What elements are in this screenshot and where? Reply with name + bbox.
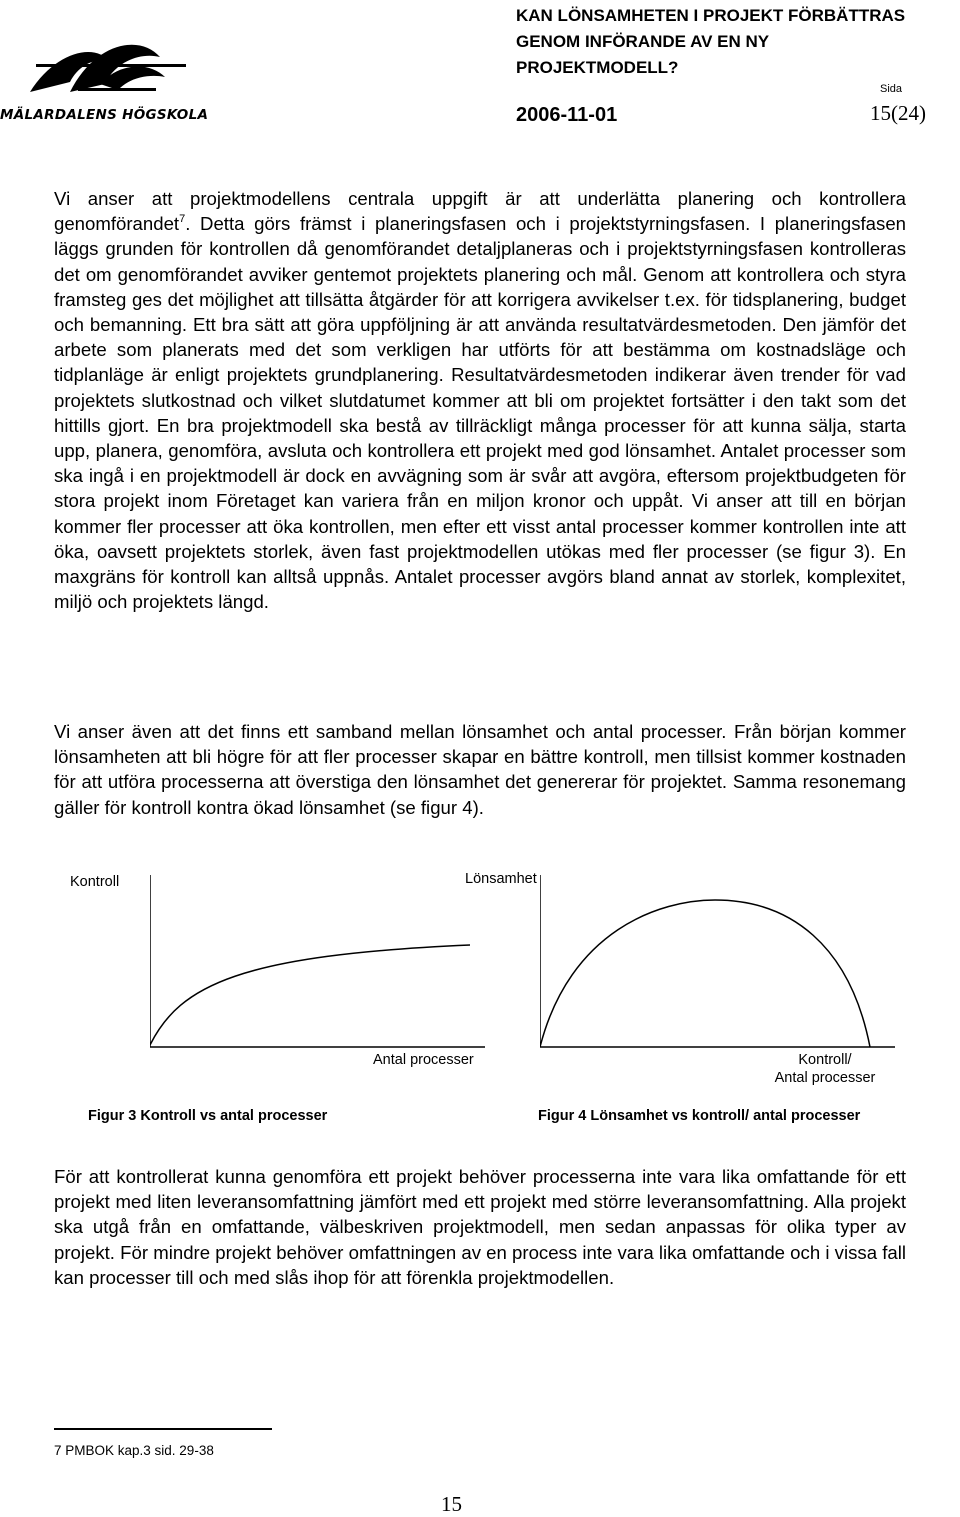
footnote: 7 PMBOK kap.3 sid. 29-38	[54, 1443, 214, 1458]
figure-4-x-label-line-1: Kontroll/	[798, 1052, 852, 1068]
figure-4-y-label: Lönsamhet	[465, 871, 537, 887]
figure-4-chart	[540, 875, 900, 1055]
title-line-3: PROJEKTMODELL?	[516, 58, 679, 77]
logo-text: MÄLARDALENS HÖGSKOLA	[0, 107, 209, 123]
figure-3-chart	[150, 875, 490, 1055]
footnote-ref: 7	[179, 213, 186, 226]
paragraph-1-part-b: . Detta görs främst i planeringsfasen och i projektstyrningsfasen. I planeringsfasen läggs grunden för kontrollen då genomförandet detaljplaneras och i projektstyrningsfasen kontrolleras det om genomförandet avviker gentemot projektets planering och mål. Genom att kontrollera och styra framsteg ges det möjlighet att tillsätta åtgärder för att korrigera avvikelser t.ex. för tidsplanering, budget och bemanning. Ett bra sätt att göra uppföljning är att använda resultatvärdesmetoden. Den jämför det arbete som planerats med det som verkligen har utförts för att bestämma om kostnadsläge och tidplanläge är enligt projektets grundplanering. Resultatvärdesmetoden indikerar även trender för vad projektets slutkostnad och vilket slutdatumet kommer att bli om projektet fortsätter i den takt som det hittills gjort. En bra projektmodell ska bestå av tillräckligt många processer för att kunna sälja, starta upp, planera, genomföra, avsluta och kontrollera ett projekt med god lönsamhet. Antalet processer som ska ingå i en projektmodell är dock en avvägning som är svår att avgöra, eftersom projektbudgeten för stora projekt inom Företaget kan variera från en miljon kronor och uppåt. Vi anser att till en början kommer fler processer att öka kontrollen, men efter ett visst antal processer kommer kontrollen inte att öka, oavsett projektets storlek, även fast projektmodellen utökas med fler processer (se figur 3). En maxgräns för kontroll kan alltså uppnås. Antalet processer avgörs bland annat av storlek, komplexitet, miljö och projektets längd.	[54, 213, 906, 613]
figure-3-caption: Figur 3 Kontroll vs antal processer	[88, 1108, 328, 1124]
figure-3-x-label: Antal processer	[373, 1052, 474, 1068]
page-indicator: 15(24)	[870, 101, 926, 125]
figure-3-curve	[150, 945, 470, 1045]
figure-4-x-label	[768, 1051, 882, 1087]
paragraph-1-part-a: Vi anser att projektmodellens centrala uppgift är att underlätta planering och kontrollera genomförandet	[54, 188, 906, 235]
paragraph-1	[54, 186, 906, 614]
figure-4-curve	[540, 900, 870, 1047]
paragraph-2: Vi anser även att det finns ett samband mellan lönsamhet och antal processer. Från början kommer lönsamheten att bli högre för att fler processer skapar en bättre kontroll, men tillsist kommer kostnaden för att utföra processerna att överstiga den lönsamhet det genererar för projektet. Samma resonemang gäller för kontroll kontra ökad lönsamhet (se figur 4).	[54, 721, 906, 818]
sida-label: Sida	[880, 83, 903, 95]
footnote-divider	[54, 1428, 272, 1430]
document-date: 2006-11-01	[516, 104, 618, 126]
document-title	[516, 3, 956, 81]
figure-3-y-label: Kontroll	[70, 874, 120, 890]
paragraph-3: För att kontrollerat kunna genomföra ett projekt behöver processerna inte vara lika omfattande för ett projekt med liten leveransomfattning jämfört med ett projekt med större leveransomfattning. Alla projekt ska utgå från en omfattande, välbeskriven projektmodell, men sedan anpassas för olika typer av projekt. För mindre projekt behöver omfattningen av en process inte vara lika omfattande och i vissa fall kan processer till och med slås ihop för att förenkla projektmodellen.	[54, 1166, 906, 1288]
page-number: 15	[441, 1492, 462, 1516]
figure-4-x-label-line-2: Antal processer	[774, 1070, 876, 1086]
figure-4-caption: Figur 4 Lönsamhet vs kontroll/ antal processer	[538, 1108, 861, 1124]
title-line-2: GENOM INFÖRANDE AV EN NY	[516, 32, 770, 51]
title-line-1: KAN LÖNSAMHETEN I PROJEKT FÖRBÄTTRAS	[516, 6, 906, 25]
